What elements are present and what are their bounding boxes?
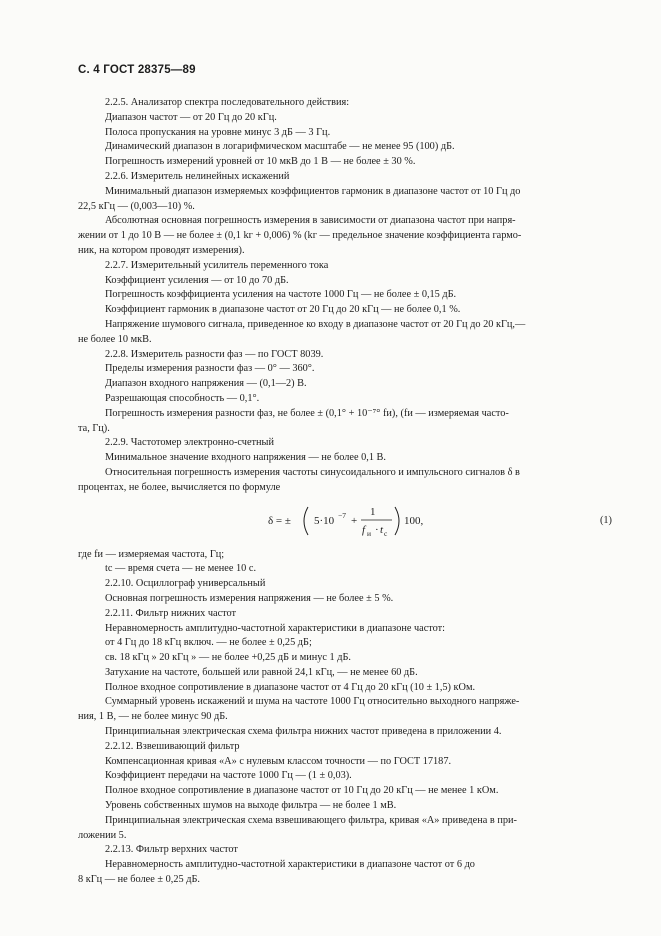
equation-number: (1) <box>599 514 612 526</box>
formula-exponent: −7 <box>338 510 346 520</box>
paragraph-line: ник, на котором проводят измерения). <box>78 244 245 256</box>
paragraph-line: от 4 Гц до 18 кГц включ. — не более ± 0,25 дБ; <box>105 637 312 649</box>
paragraph-line: Принципиальная электрическая схема фильтра нижних частот приведена в приложении 4. <box>105 726 502 738</box>
section-heading: 2.2.9. Частотомер электронно-счетный <box>105 437 274 449</box>
paragraph-line: Диапазон входного напряжения — (0,1—2) В. <box>105 378 307 390</box>
paragraph-line: Коэффициент гармоник в диапазоне частот от 20 Гц до 20 кГц — не более 0,1 %. <box>105 304 461 316</box>
paragraph-line: Коэффициент усиления — от 10 до 70 дБ. <box>105 274 289 286</box>
paragraph-line: ния, 1 В, — не более минус 90 дБ. <box>78 711 228 723</box>
paragraph-line: Относительная погрешность измерения частоты синусоидального и импульсного сигналов δ в <box>105 466 520 478</box>
paragraph-line: Абсолютная основная погрешность измерения в зависимости от диапазона частот при напря- <box>105 215 516 227</box>
formula-den-dot: · <box>375 523 379 536</box>
paragraph-line: Уровень собственных шумов на выходе фильтра — не более 1 мВ. <box>105 800 397 812</box>
formula-den-t-sub: с <box>384 528 388 538</box>
paragraph-line: Диапазон частот — от 20 Гц до 20 кГц. <box>105 111 277 123</box>
paragraph-line: 8 кГц — не более ± 0,25 дБ. <box>78 874 200 886</box>
formula-numerator: 1 <box>370 505 376 518</box>
paragraph-line: Минимальный диапазон измеряемых коэффициентов гармоник в диапазоне частот от 10 Гц до <box>105 185 521 197</box>
paragraph-line: Основная погрешность измерения напряжения — не более ± 5 %. <box>105 592 394 604</box>
paragraph-line: Коэффициент передачи на частоте 1000 Гц — (1 ± 0,03). <box>105 770 352 782</box>
paragraph-line: св. 18 кГц » 20 кГц » — не более +0,25 дБ и минус 1 дБ. <box>105 652 351 664</box>
formula-term: 5·10 <box>314 514 335 527</box>
paragraph-line: Динамический диапазон в логарифмическом масштабе — не менее 95 (100) дБ. <box>105 141 455 153</box>
paragraph-line: Напряжение шумового сигнала, приведенное ко входу в диапазоне частот от 20 Гц до 20 кГц,— <box>105 318 526 330</box>
formula-block <box>78 499 614 543</box>
paragraph-line: ложении 5. <box>78 829 127 841</box>
paragraph-line: Суммарный уровень искажений и шума на частоте 1000 Гц относительно выходного напряже- <box>105 696 520 708</box>
paragraph-line: где fи — измеряемая частота, Гц; <box>78 548 225 560</box>
paragraph-line: Погрешность измерений уровней от 10 мкВ до 1 В — не более ± 30 %. <box>105 156 416 168</box>
formula-den-t: t <box>380 523 384 536</box>
paragraph-line: Неравномерность амплитудно-частотной характеристики в диапазоне частот: <box>105 622 446 634</box>
paragraph-line: Погрешность коэффициента усиления на частоте 1000 Гц — не более ± 0,15 дБ. <box>105 289 457 301</box>
paragraph-line: та, Гц). <box>78 422 110 434</box>
formula-den-f: f <box>362 523 366 536</box>
section-heading: 2.2.10. Осциллограф универсальный <box>105 578 266 590</box>
section-heading: 2.2.12. Взвешивающий фильтр <box>105 740 240 752</box>
paragraph-line: Погрешность измерения разности фаз, не более ± (0,1° + 10⁻⁷° fи), (fи — измеряемая часто- <box>105 407 509 419</box>
section-heading: 2.2.5. Анализатор спектра последовательного действия: <box>105 97 350 108</box>
section-heading: 2.2.7. Измерительный усилитель переменного тока <box>105 259 329 271</box>
formula-lhs: δ = ± <box>268 514 291 527</box>
section-heading: 2.2.6. Измеритель нелинейных искажений <box>105 170 290 182</box>
paragraph-line: Полное входное сопротивление в диапазоне частот от 10 Гц до 20 кГц — не менее 1 кОм. <box>105 785 499 797</box>
section-heading: 2.2.13. Фильтр верхних частот <box>105 844 238 856</box>
paragraph-line: процентах, не более, вычисляется по формуле <box>78 481 281 493</box>
formula-plus: + <box>351 514 358 527</box>
paragraph-line: Полоса пропускания на уровне минус 3 дБ — 3 Гц. <box>105 126 331 138</box>
formula-expression <box>268 499 498 543</box>
paragraph-line: Минимальное значение входного напряжения — не более 0,1 В. <box>105 452 387 464</box>
paragraph-line: Принципиальная электрическая схема взвешивающего фильтра, кривая «А» приведена в при- <box>105 814 517 826</box>
paragraph-line: Полное входное сопротивление в диапазоне частот от 4 Гц до 20 кГц (10 ± 1,5) кОм. <box>105 681 476 693</box>
page-header: С. 4 ГОСТ 28375—89 <box>78 64 196 76</box>
paragraph-line: жении от 1 до 10 В — не более ± (0,1 kг + 0,006) % (kг — предельное значение коэффициента гармо- <box>78 230 522 242</box>
paragraph-line: Пределы измерения разности фаз — 0° — 360°. <box>105 363 315 375</box>
formula-den-f-sub: и <box>367 528 372 538</box>
formula-rhs: 100, <box>404 514 424 527</box>
document-body <box>78 96 614 888</box>
section-heading: 2.2.11. Фильтр нижних частот <box>105 607 237 619</box>
paragraph-line: 22,5 кГц — (0,003—10) %. <box>78 200 195 212</box>
paragraph-line: Неравномерность амплитудно-частотной характеристики в диапазоне частот от 6 до <box>105 859 475 871</box>
paragraph-line: tс — время счета — не менее 10 с. <box>105 563 257 575</box>
paragraph-line: не более 10 мкВ. <box>78 333 152 345</box>
left-paren <box>304 507 308 535</box>
section-heading: 2.2.8. Измеритель разности фаз — по ГОСТ 8039. <box>105 348 324 360</box>
paragraph-line: Компенсационная кривая «А» с нулевым классом точности — по ГОСТ 17187. <box>105 755 452 767</box>
right-paren <box>395 507 399 535</box>
paragraph-line: Разрешающая способность — 0,1°. <box>105 392 260 404</box>
paragraph-line: Затухание на частоте, большей или равной 24,1 кГц, — не менее 60 дБ. <box>105 666 418 678</box>
